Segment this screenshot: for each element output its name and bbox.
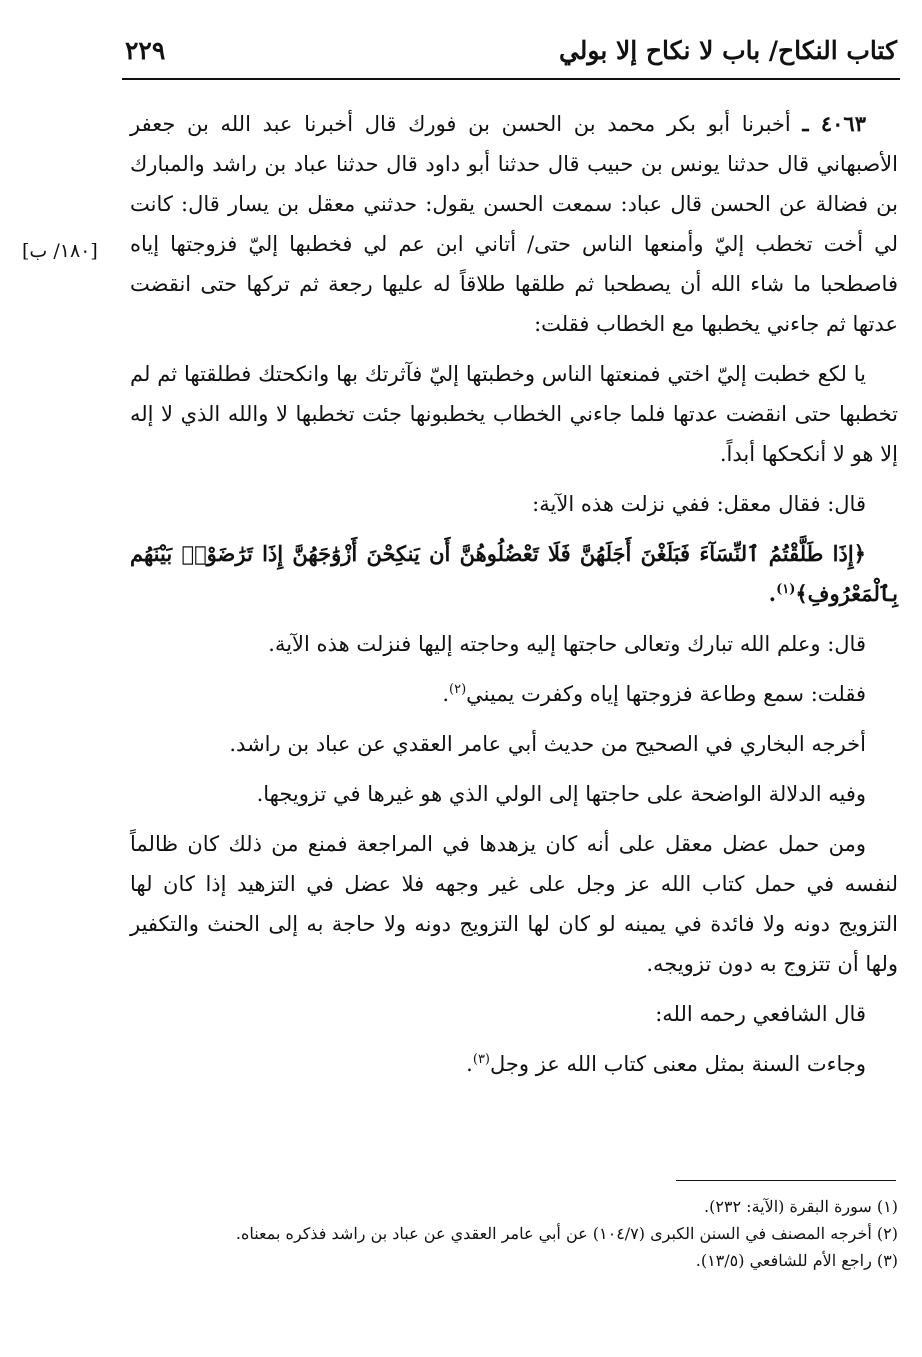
- hadith-number: ٤٠٦٣ ـ: [802, 111, 866, 136]
- hadith-paragraph: [130, 104, 898, 344]
- main-text: [130, 104, 898, 1094]
- paragraph-text: قال: وعلم الله تبارك وتعالى حاجتها إليه وحاجته إليها فنزلت هذه الآية.: [268, 632, 866, 656]
- page-number: ٢٢٩: [125, 36, 166, 65]
- paragraph-text: فقلت: سمع وطاعة فزوجتها إياه وكفرت يميني: [466, 682, 866, 706]
- footnote: (٢) أخرجه المصنف في السنن الكبرى (١٠٤/٧) عن أبي عامر العقدي عن عباد بن راشد فذكره بمعناه.: [235, 1224, 898, 1243]
- paragraph-text: قال: فقال معقل: ففي نزلت هذه الآية:: [532, 492, 866, 516]
- punctuation: .: [466, 1052, 473, 1076]
- paragraph: [130, 774, 898, 814]
- paragraph-text: أخرجه البخاري في الصحيح من حديث أبي عامر العقدي عن عباد بن راشد.: [229, 732, 866, 756]
- punctuation: .: [442, 682, 450, 706]
- paragraph: [130, 484, 898, 524]
- footnote-ref: (٣): [472, 1052, 490, 1067]
- paragraph-text: أخبرنا أبو بكر محمد بن الحسن بن فورك قال أخبرنا عبد الله بن جعفر الأصبهاني قال حدثنا يونس بن حبيب قال حدثنا أبو داود قال حدثنا عباد بن راشد والمبارك بن فضالة عن الحسن قال عباد: سمعت الحسن يقول: حدثني معقل بن يسار قال: كانت لي أخت تخطب إليّ وأمنعها الناس حتى/ أتاني ابن عم لي فخطبها إليّ فزوجتها إياه فاصطحبا ما شاء الله أن يصطحبا ثم طلقها طلاقاً له عليها رجعة ثم تركها حتى انقضت عدتها ثم جاءني يخطبها مع الخطاب فقلت:: [130, 112, 898, 336]
- paragraph: [130, 994, 898, 1034]
- footnotes: [130, 1193, 898, 1274]
- paragraph: [130, 674, 898, 714]
- paragraph: [130, 624, 898, 664]
- punctuation: .: [768, 581, 777, 606]
- paragraph: [130, 354, 898, 474]
- footnote: (٣) راجع الأم للشافعي (١٣/٥).: [695, 1251, 898, 1270]
- paragraph-text: قال الشافعي رحمه الله:: [655, 1002, 866, 1026]
- footnote-rule: [676, 1180, 896, 1181]
- paragraph-text: وجاءت السنة بمثل معنى كتاب الله عز وجل: [490, 1052, 866, 1076]
- footnote: (١) سورة البقرة (الآية: ٢٣٢).: [703, 1197, 898, 1216]
- verse-text: ﴿إِذَا طَلَّقْتُمُ ٱلنِّسَآءَ فَبَلَغْنَ أَجَلَهُنَّ فَلَا تَعْضُلُوهُنَّ أَن يَنكِحْنَ أَزْوَٰجَهُنَّ إِذَا تَرَٰضَوْا۟ بَيْنَهُم بِٱلْمَعْرُوفِ﴾: [130, 541, 898, 606]
- footnote-ref: (٢): [449, 682, 467, 697]
- paragraph: [130, 1044, 898, 1084]
- running-header: [125, 30, 897, 76]
- paragraph: [130, 724, 898, 764]
- paragraph-text: يا لكع خطبت إليّ اختي فمنعتها الناس وخطبتها إليّ فآثرتك بها وانكحتك فطلقتها ثم لم تخطبها حتى انقضت عدتها فلما جاءني الخطاب يخطبونها جئت تخطبها لا والله الذي لا إله إلا هو لا أنكحكها أبداً.: [130, 362, 898, 466]
- header-rule: [122, 78, 900, 80]
- paragraph-text: ومن حمل عضل معقل على أنه كان يزهدها في المراجعة فمنع من ذلك كان ظالماً لنفسه في حمل كتاب الله عز وجل على غير وجهه فلا عضل في التزهيد إذا كان لها التزويج دونه ولا فائدة في يمينه لو كان لها التزويج دونه ولا حاجة به إلى الحنث والتكفير ولها أن تتزوج به دون تزويجه.: [130, 832, 898, 976]
- chapter-title: كتاب النكاح/ باب لا نكاح إلا بولي: [558, 36, 897, 65]
- margin-folio-note: [١٨٠/ ب]: [22, 240, 98, 262]
- paragraph-text: وفيه الدلالة الواضحة على حاجتها إلى الولي الذي هو غيرها في تزويجها.: [256, 782, 866, 806]
- paragraph: [130, 824, 898, 984]
- quran-verse: [130, 534, 898, 614]
- footnote-ref: (١): [776, 582, 796, 597]
